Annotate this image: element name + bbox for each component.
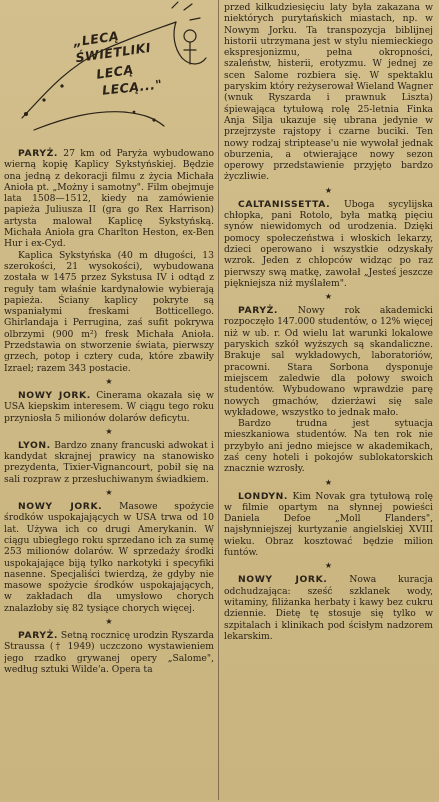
news-item <box>4 440 214 485</box>
right-column <box>224 2 433 802</box>
news-paragraph <box>4 250 214 374</box>
news-paragraph <box>4 501 214 614</box>
news-paragraph <box>224 418 433 474</box>
paragraph-text: Kaplica Sykstyńska (40 m długości, 13 szerokości, 21 wysokości), wybudowana została w 1475 przez Sykstusa IV i odtąd z reguły tam właśnie kardynałowie wybierają papieża. Ściany kaplicy pokryte są wspaniałymi freskami Botticellego. Ghirlandaja i Perrugina, zaś sufit pokrywa olbrzymi (900 m²) fresk Michała Anioła. Przedstawia on stworzenie świata, pierwszy grzech, potop i cztery cuda, które zbawiły Izrael; razem 343 postacie. <box>4 249 214 374</box>
news-paragraph <box>224 574 433 642</box>
title-line-3: LECĄ..." <box>101 76 163 98</box>
news-paragraph <box>224 2 433 183</box>
news-paragraph <box>4 630 214 675</box>
dateline: LYON. <box>18 439 51 451</box>
dateline: NOWY JORK. <box>18 389 91 401</box>
news-item <box>224 2 433 183</box>
column-header <box>4 0 214 148</box>
news-paragraph <box>224 491 433 559</box>
right-news-items <box>224 2 433 642</box>
title-line-1: „LECĄ ŚWIETLIKI <box>72 28 152 66</box>
separator-star: ★ <box>324 561 333 571</box>
paragraph-text: przed kilkudziesięciu laty była zakazana w niektórych purytańskich miastach, np. w Nowym Jorku. Ta transpozycja biblijnej historii utrzymana jest w stylu niemieckiego ekspresjonizmu, pełna okropności, szaleństw, histerii, erotyzmu. W jednej ze scen Salome rozbiera się. W spektaklu paryskim który reżyserował Wieland Wagner (wnuk Ryszarda i prawnuk Liszta) śpiewająca tytułową rolę 25-letnia Finka Anja Silja ukazuje się ubrana jedynie w przejrzyste rajstopy i czarne buciki. Ten nowy rodzaj striptease'u nie wywołał jednak oburzenia, a otwierające nowy sezon operowy przedstawienie przyjęto bardzo życzliwie. <box>224 2 433 183</box>
dateline: PARYŻ. <box>18 629 58 641</box>
paragraph-text: Bardzo trudna jest sytuacja mieszkaniowa studentów. Na ten rok nie przybyło ani jedno miejsce w akademikach, zaś ceny hoteli i pokojów sublokatorskich znacznie wzrosły. <box>224 418 433 475</box>
news-item <box>224 305 433 474</box>
separator-star: ★ <box>105 616 113 626</box>
news-item <box>224 199 433 289</box>
paragraph-text: 27 km od Paryża wybudowano wierną kopię Kaplicy Sykstyńskiej. Będzie ona jedną z dekoracji filmu z życia Michała Anioła pt. „Możny i samotny". Film obejmuje lata 1508—1512, kiedy na zamówienie papieża Juliusza II (gra go Rex Harrison) artysta malował Kaplicę Sykstyńską. Michała Anioła gra Charlton Heston, ex-Ben Hur i ex-Cyd. <box>4 148 214 250</box>
news-paragraph <box>4 148 214 250</box>
separator-star: ★ <box>105 488 113 498</box>
paragraph-text: Setną rocznicę urodzin Ryszarda Straussa († 1949) uczczono wystawieniem jego rzadko grywanej opery „Salome", według sztuki Wilde'a. Opera ta <box>4 629 214 675</box>
dateline: NOWY JORK. <box>238 574 328 586</box>
dateline: CALTANISSETTA. <box>238 198 331 210</box>
dateline: PARYŻ. <box>18 148 58 159</box>
news-paragraph <box>224 305 433 418</box>
news-item <box>4 390 214 424</box>
news-item <box>4 630 214 675</box>
news-paragraph <box>4 390 214 424</box>
separator-star: ★ <box>324 292 333 302</box>
paragraph-text: Bardzo znany francuski adwokat i kandydat skrajnej prawicy na stanowisko prezydenta, Tixier-Vignancourt, pobił się na sali rozpraw z przesłuchiwanym świadkiem. <box>4 439 214 485</box>
title-line-2: LECĄ <box>95 61 135 82</box>
column-rule <box>218 0 219 800</box>
news-item <box>4 148 214 374</box>
separator-star: ★ <box>105 426 113 436</box>
paragraph-text: Uboga sycylijska chłopka, pani Rotolo, była matką pięciu synów niewidomych od urodzenia. Dzięki pomocy społeczeństwa i włoskich lekarzy, dzieci operowano i wszystkie odzyskały wzrok. Jeden z chłopców widząc po raz pierwszy swą matkę, zawołał „Jesteś jeszcze piękniejsza niż myślałem". <box>224 198 433 289</box>
dateline: LONDYN. <box>238 490 289 502</box>
news-paragraph <box>4 440 214 485</box>
separator-star: ★ <box>105 376 113 386</box>
separator-star: ★ <box>324 477 333 487</box>
paragraph-text: Nowa kuracja odchudzająca: sześć szklanek wody, witaminy, filiżanka herbaty i kawy bez cukru dziennie. Dietę tę stosuje się tylko w szpitalach i klinikach pod ścisłym nadzorem lekarskim. <box>224 574 433 642</box>
paragraph-text: Kim Novak gra tytułową rolę w filmie opartym na słynnej powieści Daniela Defoe „Moll Flanders", najsłynniejszej kurtyzanie angielskiej XVIII wieku. Obraz kosztować będzie milion funtów. <box>224 490 433 559</box>
news-paragraph <box>224 199 433 289</box>
paragraph-text: Masowe spożycie środków uspokajających w USA trwa od 10 lat. Używa ich co drugi Amerykanin. W ciągu ubiegłego roku sprzedano ich za sumę 253 milionów dolarów. W sprzedaży środki uspokajające biją tylko narkotyki i specyfiki nasenne. Specjaliści twierdzą, że gdyby nie masowe spożycie środków uspokajających, w zakładach dla umysłowo chorych znalazłoby się 82 tysiące chorych więcej. <box>4 501 214 614</box>
left-news-items <box>4 148 214 675</box>
left-column <box>4 0 214 800</box>
column-title <box>72 26 194 98</box>
news-item <box>224 491 433 559</box>
news-item <box>4 501 214 614</box>
separator-star: ★ <box>324 185 333 195</box>
dateline: NOWY JORK. <box>18 501 103 513</box>
paragraph-text: Nowy rok akademicki rozpoczęło 147.000 studentów, o 12% więcej niż w ub. r. Od wielu lat warunki lokalowe paryskich szkół wyższych są skandaliczne. Brakuje sal wykładowych, laboratoriów, pracowni. Stara Sorbona dysponuje miejscem zaledwie dla połowy swoich studentów. Wybudowano wprawdzie parę nowych gmachów, dzierżawi się sale wykładowe, wszystko to jednak mało. <box>224 305 433 418</box>
dateline: PARYŻ. <box>238 305 278 317</box>
news-item <box>224 574 433 642</box>
paragraph-text: Cinerama okazała się w USA kiepskim interesem. W ciągu tego roku przyniosła 5 milionów dolarów deficytu. <box>4 389 214 424</box>
